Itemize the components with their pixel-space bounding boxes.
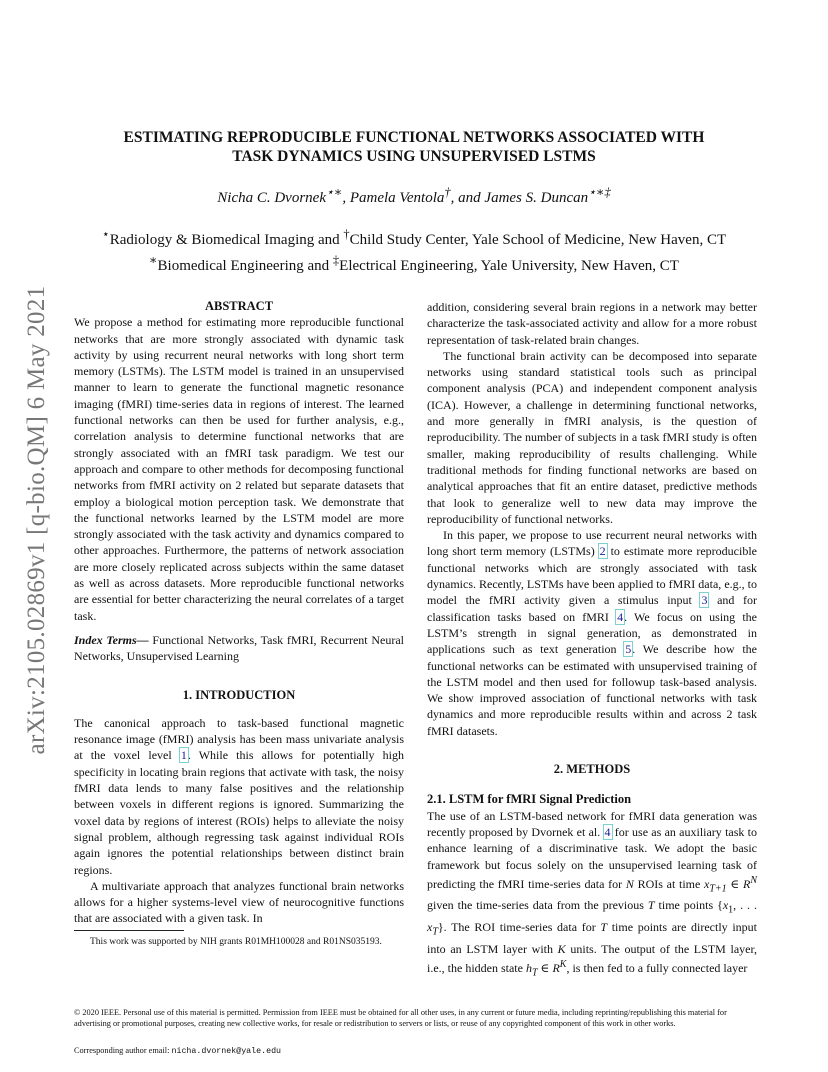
arxiv-sidebar-stamp xyxy=(20,260,54,780)
affiliation-line-2: ∗Biomedical Engineering and ‡Electrical Engineering, Yale University, New Haven, CT xyxy=(149,253,679,274)
methods-subheading: 2.1. LSTM for fMRI Signal Prediction xyxy=(427,792,632,807)
paper-title xyxy=(0,128,828,166)
corresponding-email[interactable]: nicha.dvornek@yale.edu xyxy=(171,1047,282,1056)
affiliation-line-1: ⋆Radiology & Biomedical Imaging and †Child Study Center, Yale School of Medicine, New Haven, CT xyxy=(101,227,727,248)
affiliations xyxy=(0,224,828,276)
footnote-rule xyxy=(74,930,184,931)
copyright-notice: © 2020 IEEE. Personal use of this material is permitted. Permission from IEEE must be obtained for all other uses, in any current or future media, including reprinting/republishing this material for advertising or promotional purposes, creating new collective works, for resale or redistribution to servers or lists, or reuse of any copyrighted component of this work in other works. xyxy=(74,1008,727,1028)
introduction-paragraph-1: The canonical approach to task-based functional magnetic resonance image (fMRI) analysis has been mass univariate analysis at the voxel level 1. While this allows for potentially high specificity in locating brain regions that activate with task, the noisy fMRI data lends to many false positives and the relationship between voxels in different regions is ignored. Summarizing the voxel data by regions of interest (ROIs) helps to alleviate the noisy signal problem, although regressing task against individual ROIs again ignores the potential relationships between distinct brain regions. xyxy=(74,715,404,877)
introduction-paragraph-3: The functional brain activity can be decomposed into separate networks using standard statistical tools such as principal component analysis (PCA) and independent component analysis (ICA). However, a challenge in determining functional networks, and more generally in fMRI analysis, is the question of reproducibility. The number of subjects in a task fMRI study is often smaller, making reproducibility of results challenging. While traditional methods for finding functional networks are based on analytical approaches that fit an entire dataset, predictive methods that look to generalize well to new data may improve the reproducibility of functional networks. xyxy=(427,348,757,526)
abstract-text: We propose a method for estimating more reproducible functional networks that are more strongly associated with dynamic task activity by using recurrent neural networks with long short term memory (LSTMs). The LSTM model is trained in an unsupervised manner to learn to generate the functional magnetic resonance imaging (fMRI) time-series data in regions of interest. The learned functional networks can then be used for further analysis, e.g., correlation analysis to determine functional networks that are strongly associated with an fMRI task paradigm. We test our approach and compare to other methods for decomposing functional networks from fMRI activity on 2 related but separate datasets that employ a biological motion perception task. We demonstrate that the functional networks learned by the LSTM model are more strongly associated with the task activity and dynamics compared to other approaches. Furthermore, the patterns of network association are more closely replicated across subjects within the same dataset as well as across datasets. More reproducible functional networks are essential for better characterizing the neural correlates of a target task. xyxy=(74,315,404,623)
left-column xyxy=(74,298,404,927)
corresponding-label: Corresponding author email: xyxy=(74,1046,170,1055)
abstract-heading: ABSTRACT xyxy=(204,299,274,313)
corresponding-author xyxy=(74,1046,281,1056)
introduction-paragraph-4: In this paper, we propose to use recurrent neural networks with long short term memory (LSTMs) 2 to estimate more reproducible functional networks which are strongly associated with task dynamics. Recently, LSTMs have been applied to fMRI data, e.g., to model the fMRI activity given a stimulus input 3 and for classification tasks based on fMRI 4. We focus on using the LSTM’s strength in signal generation, as demonstrated in applications such as text generation 5. We describe how the functional networks can be estimated with unsupervised training of the LSTM model and then used for followup task-based analysis. We show improved association of functional networks with task dynamics and more reproducible results within and across 2 task fMRI datasets. xyxy=(427,528,757,738)
arxiv-id: arXiv:2105.02869v1 [q-bio.QM] 6 May 2021 xyxy=(23,285,50,755)
introduction-paragraph-2-continued: addition, considering several brain regions in a network may better characterize the task-associated activity and allow for a more robust representation of task-related brain changes. xyxy=(427,300,757,347)
introduction-paragraph-2: A multivariate approach that analyzes functional brain networks allows for a higher systems-level view of neurocognitive functions that are associated with a given task. In xyxy=(74,878,404,926)
citation-4[interactable]: 4 xyxy=(617,609,624,624)
paper-title-text: ESTIMATING REPRODUCIBLE FUNCTIONAL NETWORKS ASSOCIATED WITH TASK DYNAMICS USING UNSUPERVISED LSTMS xyxy=(123,129,705,165)
methods-heading: 2. METHODS xyxy=(553,762,631,777)
footnote-text: This work was supported by NIH grants R01MH100028 and R01NS035193. xyxy=(90,937,382,947)
citation-1[interactable]: 1 xyxy=(180,748,187,763)
index-terms xyxy=(74,632,404,665)
methods-paragraph-1: The use of an LSTM-based network for fMRI data generation was recently proposed by Dvornek et al. 4 for use as an auxiliary task to enhance learning of a discriminative task. We adopt the basic framework but focus solely on the unsupervised learning task of predicting the fMRI time-series data for N ROIs at time $x_{T+1}$ ∈ $R^N$ given the time-series data from the previous T time points {$x_1$, . . . $x_T$}. The ROI time-series data for T time points are directly input into an LSTM layer with K units. The output of the LSTM layer, i.e., the hidden state $h_T$ ∈ $R^K$, is then fed to a fully connected layer xyxy=(427,808,758,979)
citation-5[interactable]: 5 xyxy=(625,642,632,657)
right-column xyxy=(427,299,757,982)
index-terms-label: Index Terms— xyxy=(74,632,149,647)
introduction-heading: 1. INTRODUCTION xyxy=(182,687,296,702)
citation-4b[interactable]: 4 xyxy=(604,824,611,839)
footnote xyxy=(74,936,404,949)
citation-3[interactable]: 3 xyxy=(701,593,708,608)
index-terms-text: Functional Networks, Task fMRI, Recurrent Neural Networks, Unsupervised Learning xyxy=(74,632,405,664)
citation-2[interactable]: 2 xyxy=(599,544,606,559)
author-list: Nicha C. Dvornek⋆∗, Pamela Ventola†, and James S. Duncan⋆∗‡ xyxy=(217,185,611,206)
